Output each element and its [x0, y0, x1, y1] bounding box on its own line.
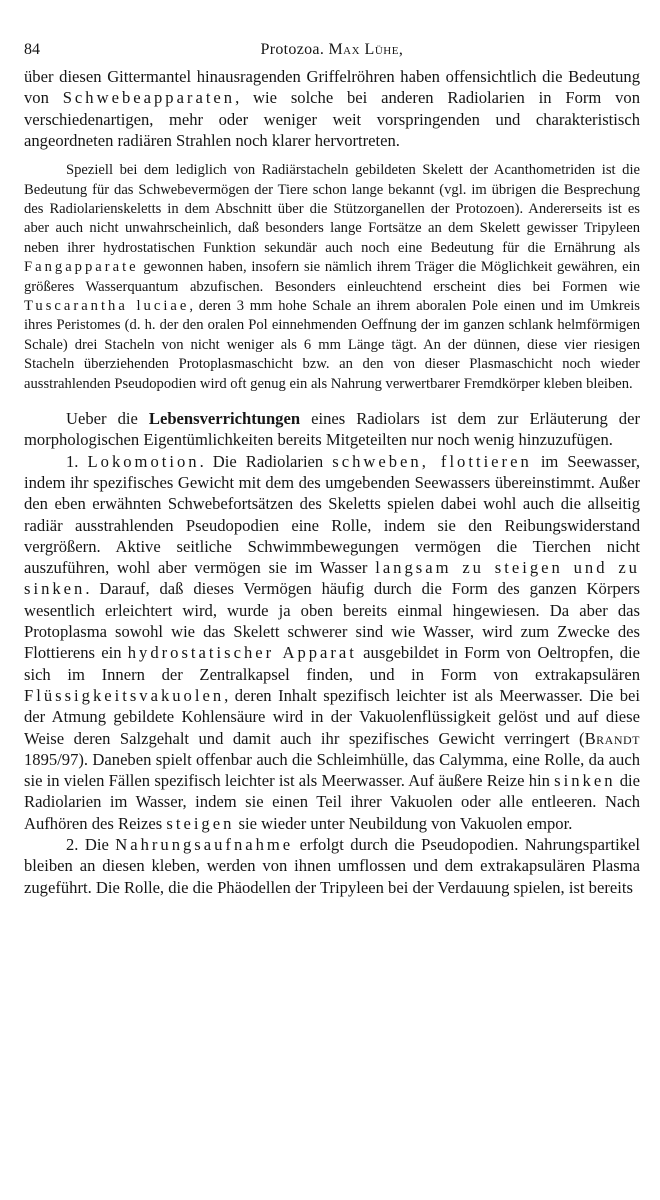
citation-author: Brandt	[584, 728, 640, 748]
paragraph-lebensverrichtungen	[24, 408, 640, 451]
paragraph-lokomotion	[24, 451, 640, 834]
emphasis-fluessigkeitsvakuolen: Flüssigkeitsvakuolen	[24, 685, 225, 705]
text-run: Ueber die	[66, 409, 149, 429]
emphasis-hydrostatischer-apparat: hydrostatischer Apparat	[127, 643, 357, 663]
emphasis-nahrungsaufnahme: Nahrungsaufnahme	[115, 835, 294, 854]
text-run: , deren Inhalt spezifisch leichter ist als Meerwasser. Die bei der Atmung gebildete Kohlensäure wird in der Vakuolenflüssigkeit gelöst und auf diese Weise deren Salzgehalt und damit auch ihr spezifisches Gewicht verringert (	[24, 685, 640, 748]
text-run: eines Radiolars ist dem zur Erläuterung der morphologischen Eigentümlichkeiten bereits Mitgeteilten nur noch wenig hinzuzufügen.	[24, 409, 640, 450]
text-run: erfolgt durch die Pseudopodien. Nahrungspartikel bleiben an diesen kleben, werden von ihnen umflossen und dem extrakapsulären Plasma zugeführt. Die Rolle, die die Phäodellen der Tripyleen bei der Verdauung spielen, ist bereits	[24, 835, 640, 897]
book-page	[24, 40, 640, 898]
emphasis-sinken: sinken	[554, 771, 616, 791]
text-run: im Seewasser, indem ihr spezifisches Gewicht mit dem des umgebenden Seewassers übereinstimmt. Außer den eben erwähnten Schwebefortsätzen des Skeletts spielen dabei wohl auch die allseitig radiär ausstrahlenden Pseudopodien eine Rolle, indem sie den Reibungswiderstand vergrößern. Aktive seitliche Schwimmbewegungen vermögen die Tierchen nicht auszuführen, wohl aber vermögen sie im Wasser	[24, 451, 640, 578]
page-header	[24, 40, 640, 66]
text-run: ausgebildet in Form von Oeltropfen, die sich im Innern der Zentralkapsel finden, und in Form von extrakapsulären	[24, 643, 641, 684]
emphasis-fangapparate: Fangapparate	[24, 259, 139, 276]
text-run: sie wieder unter Neubildung von Vakuolen empor.	[234, 813, 573, 833]
emphasis-lokomotion: Lokomotion	[87, 451, 200, 471]
author-name: Max Lühe,	[328, 41, 404, 58]
text-run: , wie solche bei anderen Radiolarien in Form von verschiedenartigen, mehr oder weniger weit vorspringenden und charakteristisch angeordneten radiären Strahlen noch klarer hervortreten.	[24, 88, 640, 150]
text-run: . Darauf, daß dieses Vermögen häufig durch die Form des ganzen Körpers wesentlich erleichtert wird, wurde ja oben bereits einmal hingewiesen. Da aber das Protoplasma sowohl wie das Skelett schwerer sind wie Wasser, wird zum Zwecke des Flottierens ein	[24, 579, 640, 663]
paragraph-acanthometriden	[24, 161, 640, 394]
emphasis-steigen-sinken: langsam zu steigen und zu sinken	[24, 558, 640, 599]
paragraph-nahrungsaufnahme	[24, 834, 640, 898]
emphasis-tuscarantha-luciae: Tuscarantha luciae	[24, 298, 190, 315]
emphasis-schweben-flottieren: schweben, flottieren	[332, 451, 532, 471]
emphasis-steigen: steigen	[166, 813, 235, 833]
section-number: 2. Die	[66, 835, 116, 854]
paragraph-schwebeapparate	[24, 66, 640, 151]
text-run: gewonnen haben, insofern sie nämlich ihrem Träger die Möglichkeit gewähren, ein größeres Wasserquantum abzufischen. Besonders einleuchtend erscheint dies bei Formen wie	[24, 259, 640, 295]
text-run: Speziell bei dem lediglich von Radiärstacheln gebildeten Skelett der Acanthometriden ist die Bedeutung für das Schwebevermögen der Tiere schon lange bekannt (vgl. im übrigen die Besprechung des Radiolarienskeletts in dem Abschnitt über die Stützorganellen der Protozoen). Andererseits ist es aber auch nicht unwahrscheinlich, daß besonders lange Fortsätze an dem Skelett gewisser Tripyleen neben ihrer hydrostatischen Funktion sekundär auch noch eine Bedeutung für die Ernährung als	[24, 162, 640, 256]
text-run: , deren 3 mm hohe Schale an ihrem aboralen Pole einen und im Umkreis ihres Peristomes (d. h. der den oralen Pol einnehmenden Oeffnung der im ganzen schlank helmförmigen Schale) drei Stacheln von nicht weniger als 6 mm Länge tägt. An der dünnen, diese vier riesigen Stacheln überziehenden Protoplasmaschicht bzw. an den von dieser Plasmaschicht noch wieder ausstrahlenden Pseudopodien wird oft genug ein als Nahrung verwertbarer Fremdkörper kleben bleiben.	[24, 298, 640, 392]
emphasis-schwebeapparaten: Schwebeapparaten	[62, 88, 236, 108]
text-run: über diesen Gittermantel hinausragenden Griffelröhren haben offensichtlich die Bedeutung von	[24, 67, 640, 108]
page-number: 84	[24, 41, 40, 58]
section-title: Protozoa.	[260, 41, 325, 58]
running-head	[24, 40, 640, 60]
text-run: . Die Radiolarien	[199, 451, 333, 471]
text-run: die Radiolarien im Wasser, indem sie einen Teil ihrer Vakuolen oder alle entleeren. Nach Aufhören des Reizes	[24, 771, 641, 833]
section-number: 1.	[66, 451, 88, 471]
emphasis-lebensverrichtungen: Lebensverrichtungen	[148, 409, 301, 429]
text-run: 1895/97). Daneben spielt offenbar auch die Schleimhülle, das Calymma, eine Rolle, da auch sie in vielen Fällen spezifisch leichter ist als Meerwasser. Auf äußere Reize hin	[24, 749, 640, 791]
